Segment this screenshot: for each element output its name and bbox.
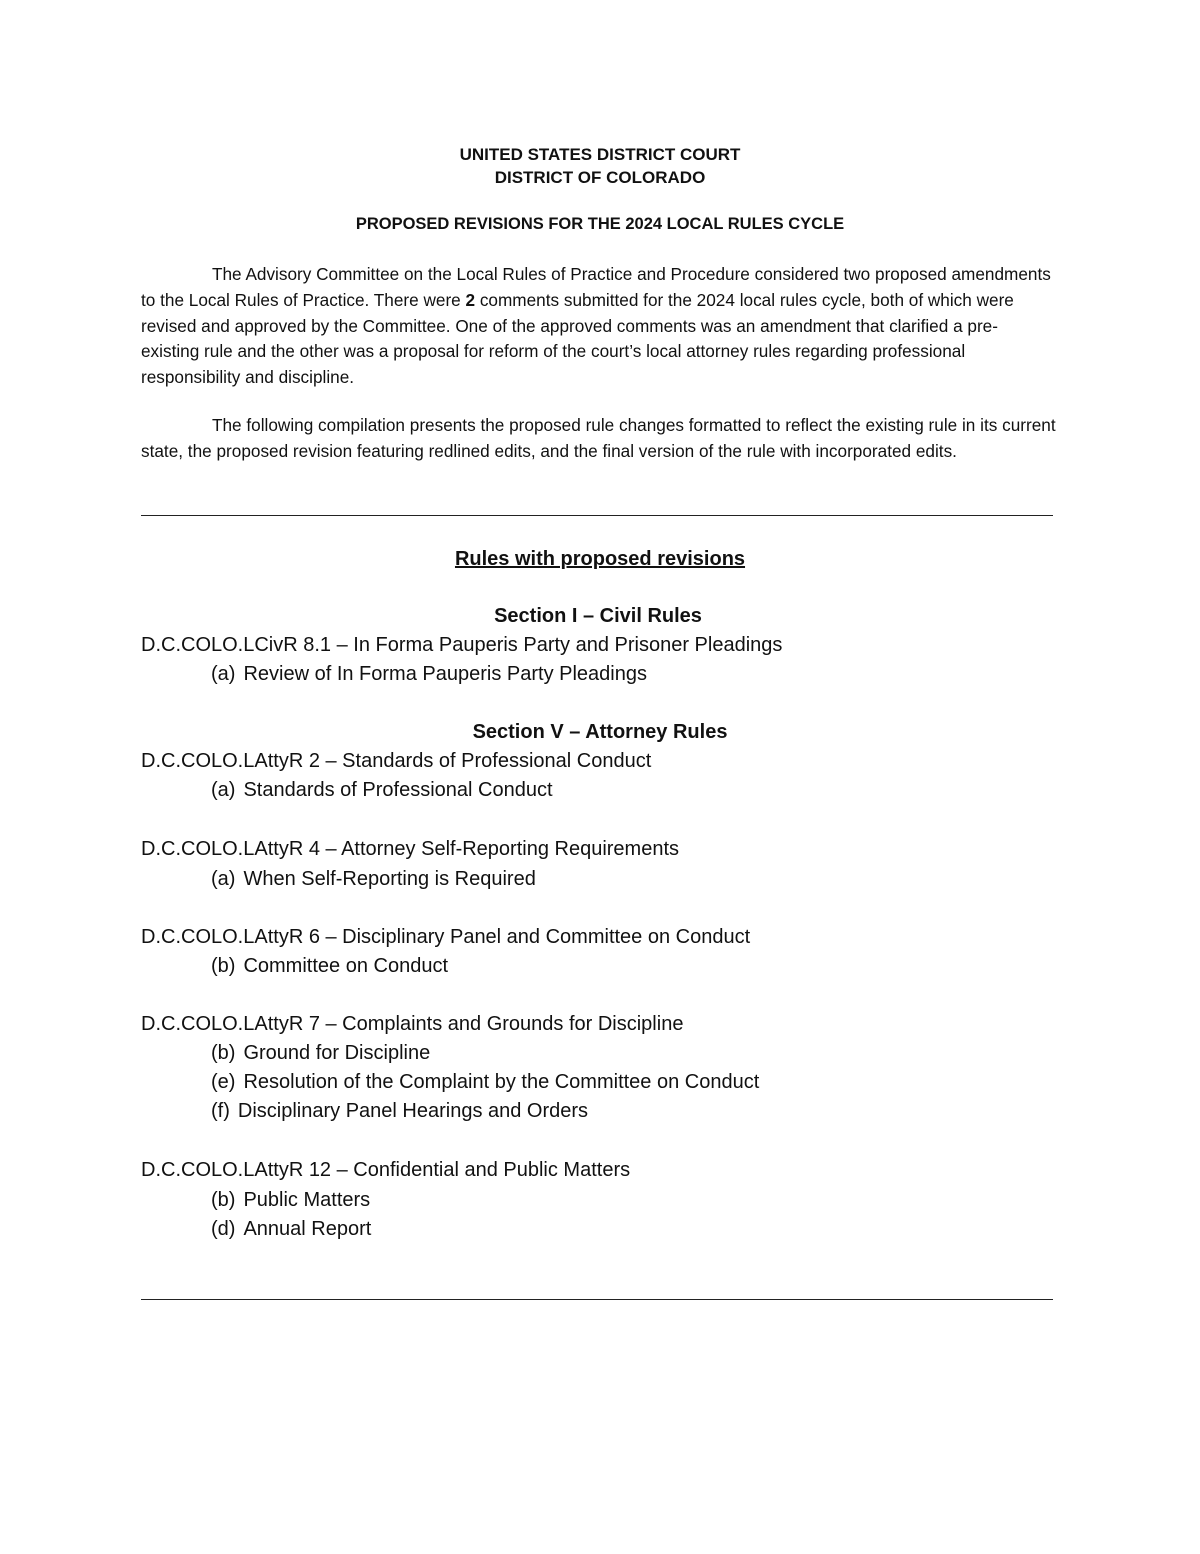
- subsection-text: Public Matters: [243, 1189, 371, 1211]
- subsection-item: [211, 1100, 588, 1123]
- subsection-label: (b): [211, 1042, 236, 1064]
- subsection-text: When Self-Reporting is Required: [243, 868, 536, 890]
- subsection-label: (a): [211, 663, 236, 685]
- subsection-text: Ground for Discipline: [243, 1042, 431, 1064]
- subsection-label: (b): [211, 955, 236, 977]
- subsection-item: [211, 663, 647, 686]
- subsection-item: [211, 1071, 759, 1094]
- rule-title-lattyr-12: D.C.COLO.LAttyR 12 – Confidential and Public Matters: [141, 1159, 631, 1181]
- subsection-label: (b): [211, 1189, 236, 1211]
- subsection-text: Annual Report: [243, 1218, 372, 1240]
- subsection-text: Committee on Conduct: [243, 955, 448, 977]
- divider-top: [141, 515, 1053, 516]
- subsection-text: Disciplinary Panel Hearings and Orders: [237, 1100, 589, 1122]
- intro-paragraph-2: The following compilation presents the proposed rule changes formatted to reflect the existing rule in its current state, the proposed revision featuring redlined edits, and the final version of the rule with incorporated edits.: [141, 415, 1056, 461]
- rule-title-lattyr-2: D.C.COLO.LAttyR 2 – Standards of Professional Conduct: [141, 750, 652, 772]
- subsection-label: (d): [211, 1218, 236, 1240]
- rule-title-lattyr-4: D.C.COLO.LAttyR 4 – Attorney Self-Reporting Requirements: [141, 838, 680, 860]
- subsection-label: (a): [211, 779, 236, 801]
- rule-title-lcivr-8-1: D.C.COLO.LCivR 8.1 – In Forma Pauperis Party and Prisoner Pleadings: [141, 634, 783, 656]
- intro-paragraph-1: [141, 262, 1056, 391]
- subsection-text: Standards of Professional Conduct: [243, 779, 553, 801]
- subsection-item: [211, 1218, 371, 1241]
- court-name: UNITED STATES DISTRICT COURT: [459, 145, 741, 164]
- subsection-item: [211, 955, 448, 978]
- comment-count: 2: [465, 289, 476, 310]
- subsection-text: Resolution of the Complaint by the Committee on Conduct: [243, 1071, 760, 1093]
- rule-title-lattyr-6: D.C.COLO.LAttyR 6 – Disciplinary Panel and Committee on Conduct: [141, 926, 751, 948]
- section-heading-attorney: Section V – Attorney Rules: [472, 721, 728, 743]
- subsection-item: [211, 1189, 370, 1212]
- intro-p1-text-a: The Advisory Committee on the Local Rules of Practice and Procedure considered two proposed amendments to the Local Rules of Practice. There were: [141, 264, 1051, 310]
- subsection-item: [211, 779, 553, 802]
- rule-title-lattyr-7: D.C.COLO.LAttyR 7 – Complaints and Grounds for Discipline: [141, 1013, 684, 1035]
- court-district: DISTRICT OF COLORADO: [494, 168, 706, 187]
- subsection-item: [211, 1042, 430, 1065]
- divider-bottom: [141, 1299, 1053, 1300]
- rules-list-heading: Rules with proposed revisions: [454, 548, 746, 570]
- document-title: PROPOSED REVISIONS FOR THE 2024 LOCAL RULES CYCLE: [355, 215, 845, 233]
- court-header: [0, 143, 1200, 189]
- intro-p1-text-b: comments submitted for the 2024 local rules cycle, both of which were revised and approved by the Committee. One of the approved comments was an amendment that clarified a pre-existing rule and the other was a proposal for reform of the court’s local attorney rules regarding professional responsibility and discipline.: [141, 289, 1014, 388]
- subsection-item: [211, 868, 536, 891]
- subsection-text: Review of In Forma Pauperis Party Pleadings: [243, 663, 647, 685]
- subsection-label: (e): [211, 1071, 236, 1093]
- subsection-label: (f): [211, 1100, 230, 1122]
- section-heading-civil: Section I – Civil Rules: [494, 605, 702, 627]
- subsection-label: (a): [211, 868, 236, 890]
